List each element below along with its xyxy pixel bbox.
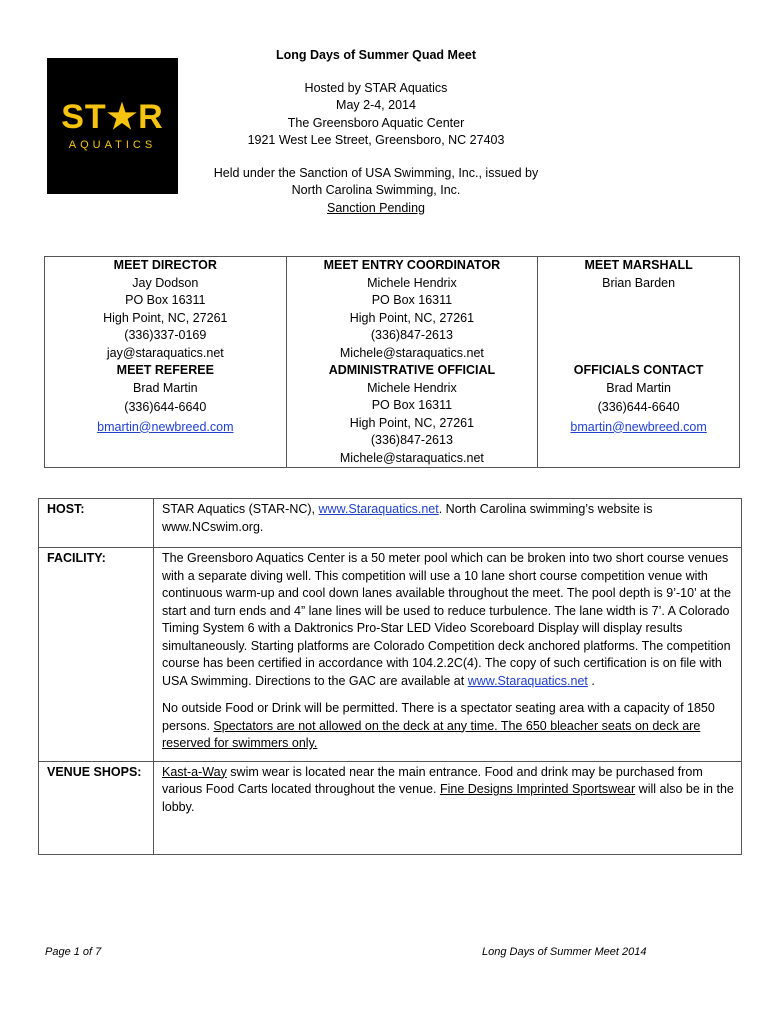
meet-director-phone: (336)337-0169	[124, 328, 207, 342]
meet-title: Long Days of Summer Quad Meet	[275, 48, 477, 62]
meet-director-name: Jay Dodson	[132, 275, 199, 290]
venue-shops-row	[39, 761, 742, 854]
entry-coordinator-city: High Point, NC, 27261	[349, 310, 475, 325]
officials-contact-title: OFFICIALS CONTACT	[573, 363, 704, 377]
spectator-notice: Spectators are not allowed on the deck at any time. The 650 bleacher seats on deck are reserved for swimmers only.	[162, 718, 701, 750]
venue-shops-text: Kast-a-Way swim wear is located near the main entrance. Food and drink may be purchased from various Food Carts located throughout the venue. Fine Designs Imprinted Sportswear will also be in the lobby.	[154, 761, 742, 854]
meet-director-city: High Point, NC, 27261	[103, 310, 228, 325]
meet-dates: May 2-4, 2014	[336, 98, 416, 112]
officials-contact-cell	[538, 362, 740, 468]
facility-label: FACILITY:	[39, 548, 154, 762]
venue-address: 1921 West Lee Street, Greensboro, NC 27403	[247, 133, 505, 147]
facility-row	[39, 548, 742, 762]
entry-coordinator-title: MEET ENTRY COORDINATOR	[323, 258, 501, 272]
star-aquatics-logo	[47, 58, 178, 194]
meet-referee-title: MEET REFEREE	[116, 363, 214, 377]
facility-text: The Greensboro Aquatics Center is a 50 meter pool which can be broken into two short course venues with a separate diving well. This competition will use a 10 lane short course competition venue with continuous warm-up and cool down lanes available throughout the meet. The pool depth is 9’-10’ at the start and turn ends and 4” lane lines will be used to reduce turbulence. The lane width is 7’. A Colorado Timing System 6 with a Daktronics Pro-Star LED Video Scoreboard Display will display results simultaneously. Starting platforms are Colorado Competition deck anchored platforms. The competition course has been certified in accordance with 104.2.2C(4). The copy of such certification is on file with USA Swimming. Directions to the GAC are available at www.Staraquatics.net . No outside Food or Drink will be permitted. There is a spectator seating area with a capacity of 1850 persons. Spectators are not allowed on the deck at any time. The 650 bleacher seats on deck are reserved for swimmers only.	[154, 548, 742, 762]
meet-director-cell	[45, 257, 287, 363]
sanction-line-2: North Carolina Swimming, Inc.	[291, 183, 461, 197]
meet-referee-name: Brad Martin	[133, 380, 198, 395]
hosted-by: Hosted by STAR Aquatics	[304, 80, 448, 95]
meet-info-table	[38, 498, 742, 855]
meet-referee-phone: (336)644-6640	[124, 400, 207, 414]
meet-referee-email-link[interactable]: bmartin@newbreed.com	[97, 419, 234, 434]
admin-official-name: Michele Hendrix	[367, 380, 457, 395]
entry-coordinator-name: Michele Hendrix	[367, 275, 457, 290]
host-website-link[interactable]: www.Staraquatics.net	[318, 502, 439, 516]
meet-director-email: jay@staraquatics.net	[106, 345, 224, 360]
host-label: HOST:	[39, 499, 154, 548]
meet-director-title: MEET DIRECTOR	[113, 258, 217, 272]
admin-official-title: ADMINISTRATIVE OFFICIAL	[328, 363, 496, 377]
entry-coordinator-cell	[286, 257, 538, 363]
logo-subtitle: AQUATICS	[68, 139, 157, 151]
meet-venue: The Greensboro Aquatic Center	[287, 115, 465, 130]
entry-coordinator-phone: (336)847-2613	[370, 328, 453, 342]
meet-header	[180, 47, 572, 217]
venue-shops-label: VENUE SHOPS:	[39, 761, 154, 854]
entry-coordinator-box: PO Box 16311	[371, 293, 453, 307]
admin-official-phone: (336)847-2613	[370, 433, 453, 447]
admin-official-city: High Point, NC, 27261	[349, 415, 475, 430]
facility-directions-link[interactable]: www.Staraquatics.net	[467, 673, 588, 688]
admin-official-box: PO Box 16311	[371, 398, 453, 412]
meet-marshall-cell	[538, 257, 740, 363]
admin-official-email: Michele@staraquatics.net	[339, 450, 484, 465]
footer-title: Long Days of Summer Meet 2014	[482, 946, 647, 958]
contacts-table	[44, 256, 740, 468]
sanction-line-1: Held under the Sanction of USA Swimming, Inc., issued by	[213, 165, 539, 180]
officials-contact-phone: (336)644-6640	[597, 400, 680, 414]
meet-director-box: PO Box 16311	[125, 293, 206, 307]
logo-wordmark: ST★R	[61, 98, 164, 136]
sanction-status: Sanction Pending	[327, 200, 425, 215]
page-number: Page 1 of 7	[45, 946, 102, 958]
host-row	[39, 499, 742, 548]
meet-marshall-title: MEET MARSHALL	[584, 258, 693, 272]
host-text: STAR Aquatics (STAR-NC), www.Staraquatics.net. North Carolina swimming’s website is www.NCswim.org.	[154, 499, 742, 548]
entry-coordinator-email: Michele@staraquatics.net	[339, 345, 484, 360]
admin-official-cell	[286, 362, 538, 468]
officials-contact-email-link[interactable]: bmartin@newbreed.com	[570, 419, 707, 434]
officials-contact-name: Brad Martin	[606, 380, 671, 395]
meet-referee-cell	[45, 362, 287, 468]
meet-marshall-name: Brian Barden	[602, 275, 676, 290]
